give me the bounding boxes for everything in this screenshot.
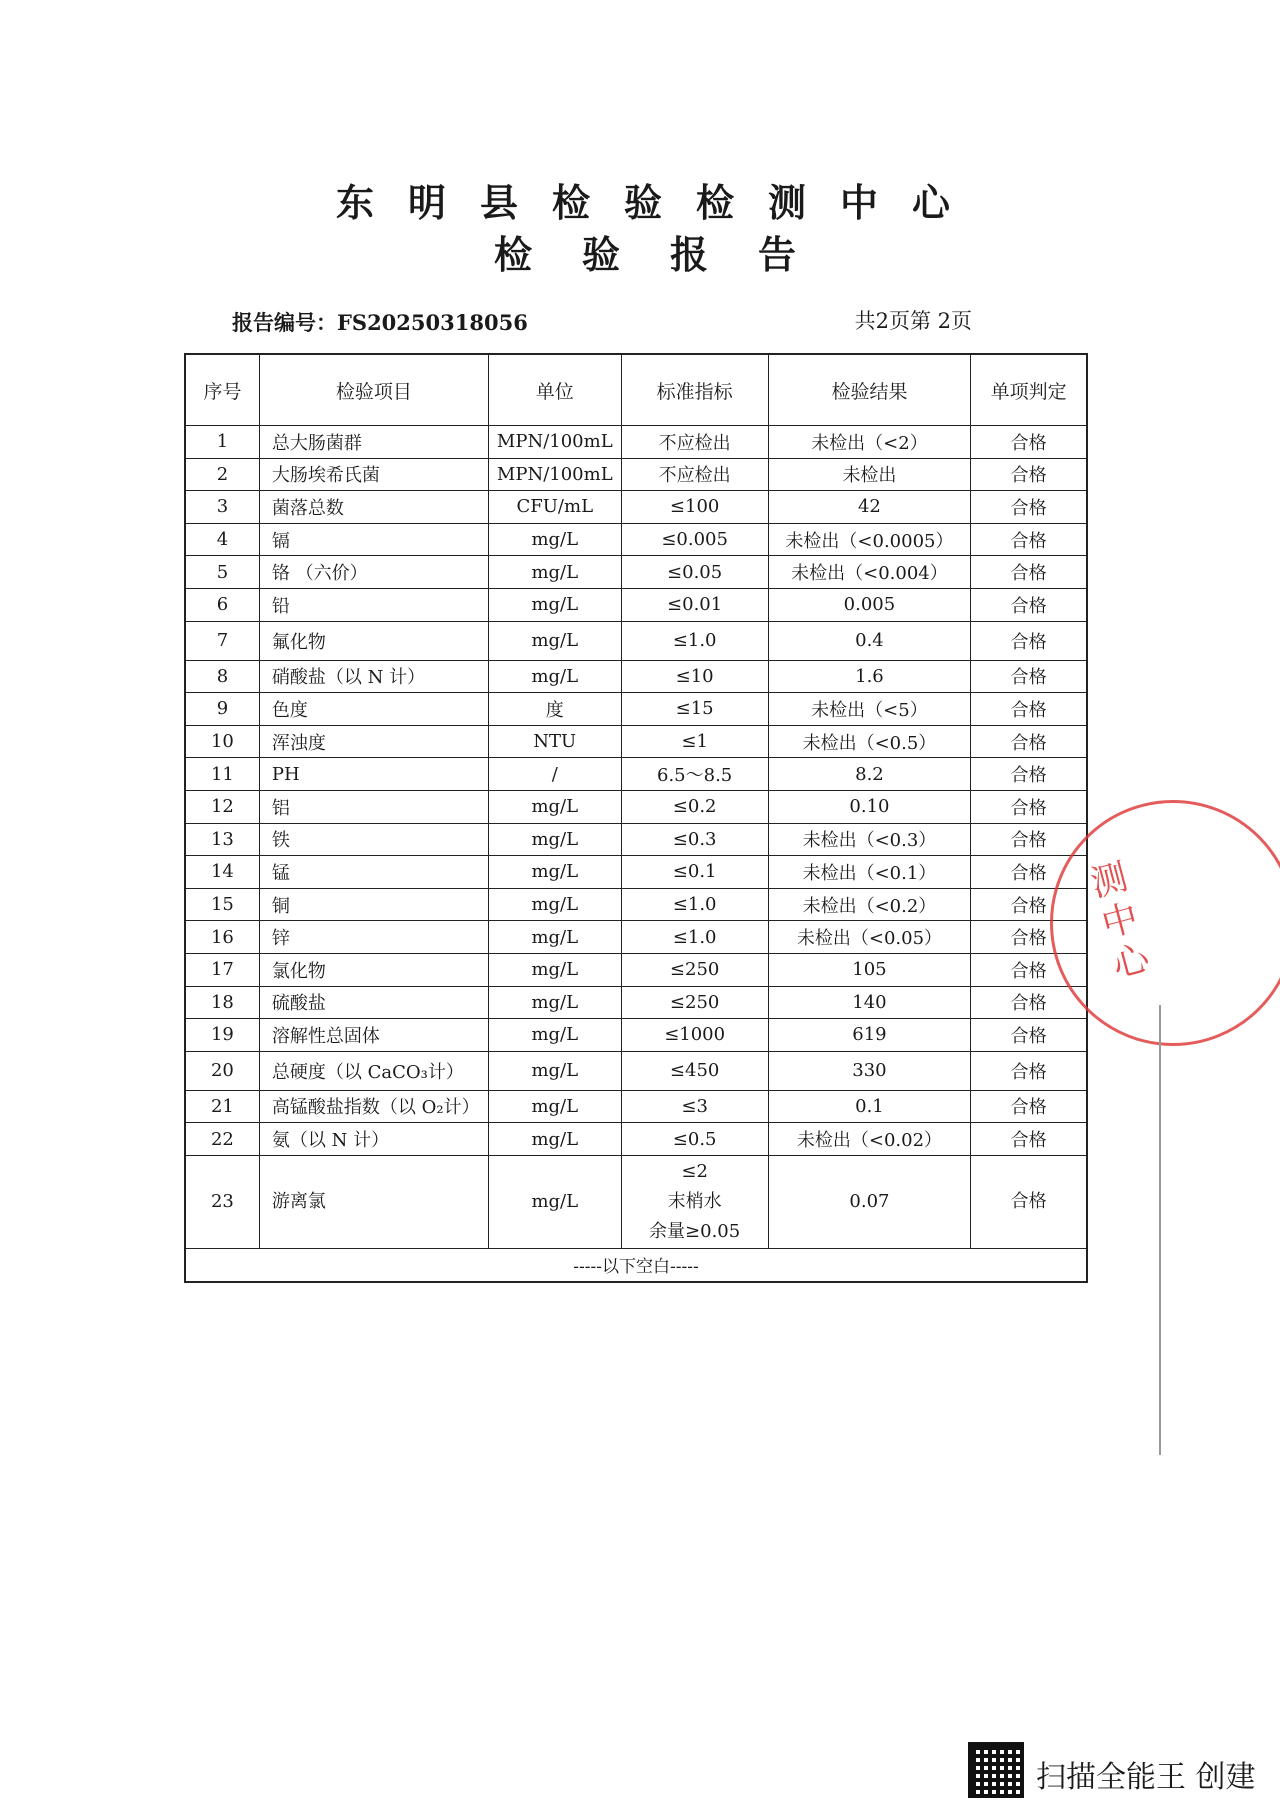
col-header-unit: 单位 [488,354,621,426]
row-unit: mg/L [488,856,621,889]
row-unit: MPN/100mL [488,426,621,459]
row-unit: mg/L [488,888,621,921]
table-row [185,758,1087,791]
row-result: 未检出（<0.5） [768,725,971,758]
row-result: 未检出（<0.3） [768,823,971,856]
row-result: 8.2 [768,758,971,791]
row-unit: mg/L [488,523,621,556]
row-verdict: 合格 [971,458,1087,491]
table-row [185,693,1087,726]
row-standard: ≤15 [621,693,768,726]
table-row [185,491,1087,524]
row-verdict: 合格 [971,556,1087,589]
page-info: 共2页第 2页 [854,309,972,333]
row-unit: mg/L [488,790,621,823]
col-header-no: 序号 [185,354,259,426]
row-verdict: 合格 [971,693,1087,726]
row-item: 氟化物 [259,621,488,660]
row-no: 1 [185,426,259,459]
row-item: 浑浊度 [259,725,488,758]
row-no: 21 [185,1090,259,1123]
row-result: 330 [768,1051,971,1090]
row-unit: mg/L [488,986,621,1019]
row-verdict: 合格 [971,426,1087,459]
row-verdict: 合格 [971,856,1087,889]
col-header-verdict: 单项判定 [971,354,1087,426]
report-number: 报告编号：FS20250318056 [232,310,528,335]
row-result: 0.4 [768,621,971,660]
row-standard: ≤1 [621,725,768,758]
table-row [185,1051,1087,1090]
row-result: 0.1 [768,1090,971,1123]
row-result: 未检出（<2） [768,426,971,459]
row-item: 铁 [259,823,488,856]
row-no: 4 [185,523,259,556]
row-result: 未检出 [768,458,971,491]
row-result: 未检出（<0.0005） [768,523,971,556]
row-item: 氯化物 [259,953,488,986]
row-verdict: 合格 [971,953,1087,986]
row-no: 19 [185,1019,259,1052]
row-item: 溶解性总固体 [259,1019,488,1052]
qr-code-icon [968,1742,1024,1798]
row-standard: ≤100 [621,491,768,524]
row-result: 未检出（<0.004） [768,556,971,589]
table-row [185,458,1087,491]
row-unit: mg/L [488,1090,621,1123]
row-item: 铬 （六价） [259,556,488,589]
table-header-row [185,354,1087,426]
row-unit: mg/L [488,1155,621,1248]
row-result: 未检出（<5） [768,693,971,726]
row-no: 18 [185,986,259,1019]
row-unit: mg/L [488,921,621,954]
row-unit: mg/L [488,660,621,693]
row-standard: ≤1.0 [621,921,768,954]
row-result: 0.07 [768,1155,971,1248]
row-verdict: 合格 [971,758,1087,791]
row-verdict: 合格 [971,1051,1087,1090]
scan-edge-line [1159,1005,1161,1455]
table-row [185,823,1087,856]
row-item: 锌 [259,921,488,954]
row-unit: mg/L [488,953,621,986]
row-verdict: 合格 [971,823,1087,856]
table-row [185,790,1087,823]
row-item: 镉 [259,523,488,556]
row-no: 14 [185,856,259,889]
row-no: 8 [185,660,259,693]
row-item: PH [259,758,488,791]
row-verdict: 合格 [971,725,1087,758]
row-no: 12 [185,790,259,823]
row-verdict: 合格 [971,621,1087,660]
standard-line: 末梢水 [667,1190,722,1212]
row-standard: ≤450 [621,1051,768,1090]
row-standard: ≤0.1 [621,856,768,889]
row-item: 高锰酸盐指数（以 O₂计） [259,1090,488,1123]
row-verdict: 合格 [971,921,1087,954]
table-row [185,856,1087,889]
table-row [185,426,1087,459]
row-standard: 6.5～8.5 [621,758,768,791]
row-result: 未检出（<0.1） [768,856,971,889]
row-item: 菌落总数 [259,491,488,524]
row-no: 5 [185,556,259,589]
row-verdict: 合格 [971,1019,1087,1052]
row-no: 6 [185,588,259,621]
table-row [185,725,1087,758]
row-result: 0.10 [768,790,971,823]
row-verdict: 合格 [971,888,1087,921]
row-unit: 度 [488,693,621,726]
org-title: 东明县检验检测中心 [335,180,984,225]
row-standard: ≤1.0 [621,888,768,921]
standard-line: ≤2 [681,1160,708,1182]
row-standard: ≤250 [621,986,768,1019]
table-row [185,621,1087,660]
row-unit: mg/L [488,823,621,856]
row-unit: mg/L [488,621,621,660]
row-verdict: 合格 [971,1090,1087,1123]
row-no: 22 [185,1123,259,1156]
row-no: 16 [185,921,259,954]
row-result: 0.005 [768,588,971,621]
row-item: 硝酸盐（以 N 计） [259,660,488,693]
row-item: 总硬度（以 CaCO₃计） [259,1051,488,1090]
row-verdict: 合格 [971,790,1087,823]
row-standard: 不应检出 [621,426,768,459]
row-standard: ≤1.0 [621,621,768,660]
standard-line: 余量≥0.05 [649,1220,741,1242]
row-standard: ≤250 [621,953,768,986]
table-row [185,1019,1087,1052]
row-item: 铝 [259,790,488,823]
col-header-result: 检验结果 [768,354,971,426]
table-row [185,1090,1087,1123]
scanner-watermark: 扫描全能王 创建 [1036,1760,1256,1795]
row-result: 未检出（<0.05） [768,921,971,954]
row-standard: ≤0.5 [621,1123,768,1156]
row-no: 3 [185,491,259,524]
row-standard: ≤0.01 [621,588,768,621]
row-result: 未检出（<0.02） [768,1123,971,1156]
table-row [185,986,1087,1019]
table-row [185,588,1087,621]
row-verdict: 合格 [971,660,1087,693]
results-table [184,353,1088,1283]
table-row [185,921,1087,954]
row-standard: 不应检出 [621,458,768,491]
row-standard: ≤10 [621,660,768,693]
row-result: 105 [768,953,971,986]
row-no: 7 [185,621,259,660]
row-unit: CFU/mL [488,491,621,524]
row-verdict: 合格 [971,1123,1087,1156]
row-item: 游离氯 [259,1155,488,1248]
row-no: 20 [185,1051,259,1090]
row-standard: ≤0.2 [621,790,768,823]
row-unit: mg/L [488,556,621,589]
row-no: 9 [185,693,259,726]
row-unit: mg/L [488,1019,621,1052]
row-standard: ≤0.005 [621,523,768,556]
col-header-standard: 标准指标 [621,354,768,426]
row-no: 17 [185,953,259,986]
row-item: 色度 [259,693,488,726]
row-no: 2 [185,458,259,491]
row-result: 1.6 [768,660,971,693]
row-item: 铅 [259,588,488,621]
row-verdict: 合格 [971,523,1087,556]
row-no: 23 [185,1155,259,1248]
row-no: 15 [185,888,259,921]
row-result: 42 [768,491,971,524]
row-item: 总大肠菌群 [259,426,488,459]
row-result: 未检出（<0.2） [768,888,971,921]
row-standard: ≤1000 [621,1019,768,1052]
row-unit: mg/L [488,1123,621,1156]
table-row [185,953,1087,986]
row-result: 140 [768,986,971,1019]
row-unit: / [488,758,621,791]
row-item: 大肠埃希氏菌 [259,458,488,491]
table-row [185,556,1087,589]
row-standard: ≤0.05 [621,556,768,589]
row-standard: ≤0.3 [621,823,768,856]
row-standard [621,1155,768,1248]
row-item: 铜 [259,888,488,921]
row-verdict: 合格 [971,588,1087,621]
blank-below-note: -----以下空白----- [185,1248,1087,1282]
row-verdict: 合格 [971,986,1087,1019]
row-unit: NTU [488,725,621,758]
table-row [185,523,1087,556]
document-title: 检验报告 [493,232,846,277]
seal-stamp-text: 测中心 [1081,856,1154,990]
seal-stamp [1050,800,1280,1046]
table-row [185,888,1087,921]
table-row [185,660,1087,693]
row-item: 锰 [259,856,488,889]
row-unit: MPN/100mL [488,458,621,491]
table-row [185,1155,1087,1248]
row-unit: mg/L [488,1051,621,1090]
row-no: 13 [185,823,259,856]
row-verdict: 合格 [971,491,1087,524]
row-verdict: 合格 [971,1155,1087,1248]
table-row [185,1123,1087,1156]
row-item: 硫酸盐 [259,986,488,1019]
row-item: 氨（以 N 计） [259,1123,488,1156]
row-unit: mg/L [488,588,621,621]
row-standard: ≤3 [621,1090,768,1123]
row-result: 619 [768,1019,971,1052]
row-no: 11 [185,758,259,791]
row-no: 10 [185,725,259,758]
col-header-item: 检验项目 [259,354,488,426]
